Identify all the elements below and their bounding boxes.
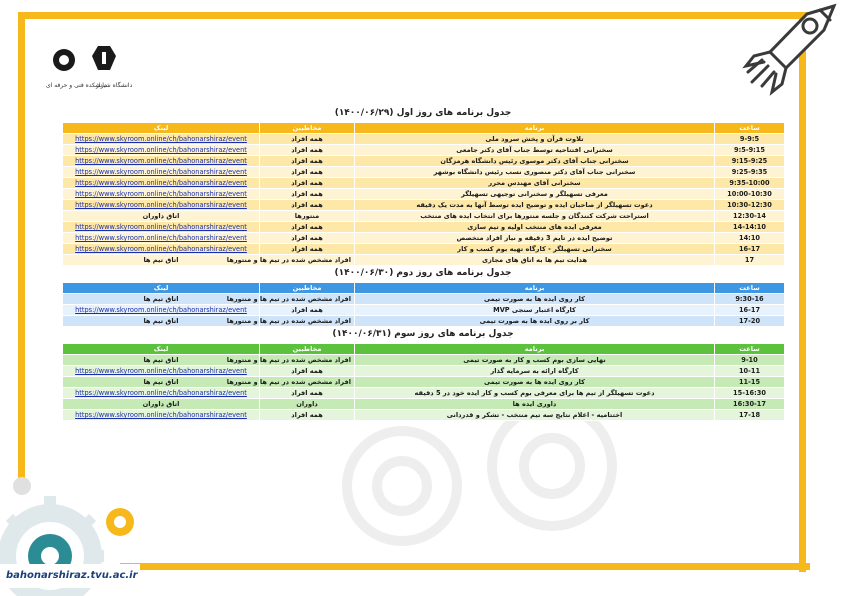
cell-link[interactable]: https://www.skyroom.online/ch/bahonarshiraz/event [63,167,260,178]
cell-audience: افراد مشخص شده در تیم ها و منتورها [260,294,355,305]
day3-title: جدول برنامه های روز سوم (۱۴۰۰/۰۶/۳۱) [332,329,514,339]
day1-table [62,122,785,266]
cell-audience: افراد مشخص شده در تیم ها و منتورها [260,377,355,388]
cell-time: 16-17 [715,305,785,316]
cell-program: استراحت شرکت کنندگان و جلسه منتورها برای انتخاب ایده های منتخب [355,211,715,222]
cell-audience: داوران [260,399,355,410]
day2-title: جدول برنامه های روز دوم (۱۴۰۰/۰۶/۳۰) [334,268,512,278]
table-row [63,305,785,316]
cell-link[interactable]: https://www.skyroom.online/ch/bahonarshiraz/event [63,233,260,244]
frame-left-border [18,12,25,482]
cell-time: 17 [715,255,785,266]
cell-time: 16-17 [715,244,785,255]
table-row [63,189,785,200]
cell-link[interactable]: https://www.skyroom.online/ch/bahonarshiraz/event [63,305,260,316]
logo-right-caption: دانشگاه شیراز [96,82,133,89]
cell-link: اتاق داوران [63,399,260,410]
frame-top-border [18,12,808,19]
cell-link[interactable]: https://www.skyroom.online/ch/bahonarshiraz/event [63,189,260,200]
cell-link: اتاق تیم ها [63,316,260,327]
cell-audience: همه افراد [260,244,355,255]
cell-time: 14-14:10 [715,222,785,233]
cell-time: 9:30-16 [715,294,785,305]
cell-audience: همه افراد [260,305,355,316]
cell-program: سخنرانی آقای مهندس محرر [355,178,715,189]
cell-program: سخنرانی جناب آقای دکتر موسوی رئیس دانشگاه هرمزگان [355,156,715,167]
day2-table [62,282,785,327]
table-row [63,233,785,244]
cell-link[interactable]: https://www.skyroom.online/ch/bahonarshiraz/event [63,178,260,189]
cell-link[interactable]: https://www.skyroom.online/ch/bahonarshiraz/event [63,410,260,421]
cell-link[interactable]: https://www.skyroom.online/ch/bahonarshiraz/event [63,145,260,156]
logo-left-caption: دانشکده فنی و حرفه ای [46,82,107,89]
cell-time: 17-18 [715,410,785,421]
cell-program: دعوت تسهیلگر از تیم ها برای معرفی بوم کسب و کار ایده خود در 5 دقیقه [355,388,715,399]
cell-program: سخنرانی افتتاحیه توسط جناب آقای دکتر جامعی [355,145,715,156]
cell-program: معرفی ایده های منتخب اولیه و تیم سازی [355,222,715,233]
cell-audience: همه افراد [260,134,355,145]
cell-program: کارگاه ارائه به سرمایه گذار [355,366,715,377]
cell-link[interactable]: https://www.skyroom.online/ch/bahonarshiraz/event [63,134,260,145]
cell-program: تلاوت قرآن و پخش سرود ملی [355,134,715,145]
cell-program: کارگاه اعتبار سنجی MVP [355,305,715,316]
cell-link: اتاق تیم ها [63,294,260,305]
cell-program: سخنرانی جناب آقای دکتر منصوری نسب رئیس دانشگاه بوشهر [355,167,715,178]
day1-rows [63,134,785,266]
cell-time: 15-16:30 [715,388,785,399]
header-audience: مخاطبین [260,123,355,134]
header-time: ساعت [715,344,785,355]
site-url[interactable]: bahonarshiraz.tvu.ac.ir [0,564,140,588]
cell-program: هدایت تیم ها به اتاق های مجازی [355,255,715,266]
cell-link[interactable]: https://www.skyroom.online/ch/bahonarshiraz/event [63,222,260,233]
cell-time: 10:30-12:30 [715,200,785,211]
cell-link: اتاق تیم ها [63,377,260,388]
cell-audience: منتورها [260,211,355,222]
header-audience: مخاطبین [260,344,355,355]
table-row [63,355,785,366]
rocket-icon [712,0,842,110]
cell-program: توضیح ایده در تایم 3 دقیقه و نیاز افراد متخصص [355,233,715,244]
table-row [63,410,785,421]
cell-link: اتاق داوران [63,211,260,222]
cell-audience: همه افراد [260,222,355,233]
cell-time: 9-10 [715,355,785,366]
header-time: ساعت [715,123,785,134]
table-row [63,294,785,305]
schedule-content [62,106,784,421]
cell-time: 12:30-14 [715,211,785,222]
cell-time: 9-9:5 [715,134,785,145]
cell-time: 9:25-9:35 [715,167,785,178]
cell-time: 10-11 [715,366,785,377]
header-time: ساعت [715,283,785,294]
cell-time: 14:10 [715,233,785,244]
table-row [63,211,785,222]
cell-program: کار روی ایده ها به صورت تیمی [355,294,715,305]
cell-program: دعوت تسهیلگر از صاحبان ایده و توضیح ایده توسط آنها به مدت یک دقیقه [355,200,715,211]
header-program: برنامه [355,283,715,294]
cell-audience: همه افراد [260,200,355,211]
day1-title: جدول برنامه های روز اول (۱۴۰۰/۰۶/۲۹) [334,108,512,118]
header-audience: مخاطبین [260,283,355,294]
table-row [63,178,785,189]
header-link: لینک [63,283,260,294]
cell-audience: همه افراد [260,366,355,377]
university-logos [46,42,136,102]
cell-time: 9:35-10:00 [715,178,785,189]
table-row [63,366,785,377]
cell-program: معرفی تسهیلگر و سخنرانی توجیهی تسهیلگر [355,189,715,200]
cell-audience: همه افراد [260,156,355,167]
cell-link[interactable]: https://www.skyroom.online/ch/bahonarshiraz/event [63,156,260,167]
cell-link[interactable]: https://www.skyroom.online/ch/bahonarshiraz/event [63,244,260,255]
frame-bottom-border [120,563,810,570]
cell-audience: همه افراد [260,189,355,200]
table-row [63,167,785,178]
table-row [63,399,785,410]
cell-audience: افراد مشخص شده در تیم ها و منتورها [260,255,355,266]
day2-rows [63,294,785,327]
header-link: لینک [63,123,260,134]
table-row [63,316,785,327]
cell-time: 10:00-10:30 [715,189,785,200]
table-row [63,222,785,233]
day3-rows [63,355,785,421]
cell-time: 16:30-17 [715,399,785,410]
cell-audience: همه افراد [260,167,355,178]
header-program: برنامه [355,123,715,134]
header-program: برنامه [355,344,715,355]
cell-time: 17-20 [715,316,785,327]
cell-link[interactable]: https://www.skyroom.online/ch/bahonarshiraz/event [63,366,260,377]
table-row [63,255,785,266]
cell-audience: همه افراد [260,145,355,156]
cell-link[interactable]: https://www.skyroom.online/ch/bahonarshiraz/event [63,388,260,399]
cell-time: 11-15 [715,377,785,388]
header-link: لینک [63,344,260,355]
table-row [63,134,785,145]
cell-audience: افراد مشخص شده در تیم ها و منتورها [260,355,355,366]
table-row [63,377,785,388]
day3-table [62,343,785,421]
cell-time: 9:15-9:25 [715,156,785,167]
table-row [63,200,785,211]
cell-audience: همه افراد [260,233,355,244]
cell-program: سخنرانی تسهیلگر - کارگاه تهیه بوم کسب و کار [355,244,715,255]
cell-program: نهایی سازی بوم کسب و کار به صورت تیمی [355,355,715,366]
cell-audience: افراد مشخص شده در تیم ها و منتورها [260,316,355,327]
cell-program: اختتامیه - اعلام نتایج سه تیم منتخب - تشکر و قدردانی [355,410,715,421]
cell-audience: همه افراد [260,178,355,189]
cell-program: کار بر روی ایده ها به صورت تیمی [355,316,715,327]
cell-link: اتاق تیم ها [63,255,260,266]
cell-link: اتاق تیم ها [63,355,260,366]
cell-program: کار روی ایده ها به صورت تیمی [355,377,715,388]
cell-audience: همه افراد [260,410,355,421]
cell-audience: همه افراد [260,388,355,399]
table-row [63,156,785,167]
cell-link[interactable]: https://www.skyroom.online/ch/bahonarshiraz/event [63,200,260,211]
table-row [63,244,785,255]
table-row [63,145,785,156]
cell-time: 9:5-9:15 [715,145,785,156]
cell-program: داوری ایده ها [355,399,715,410]
table-row [63,388,785,399]
